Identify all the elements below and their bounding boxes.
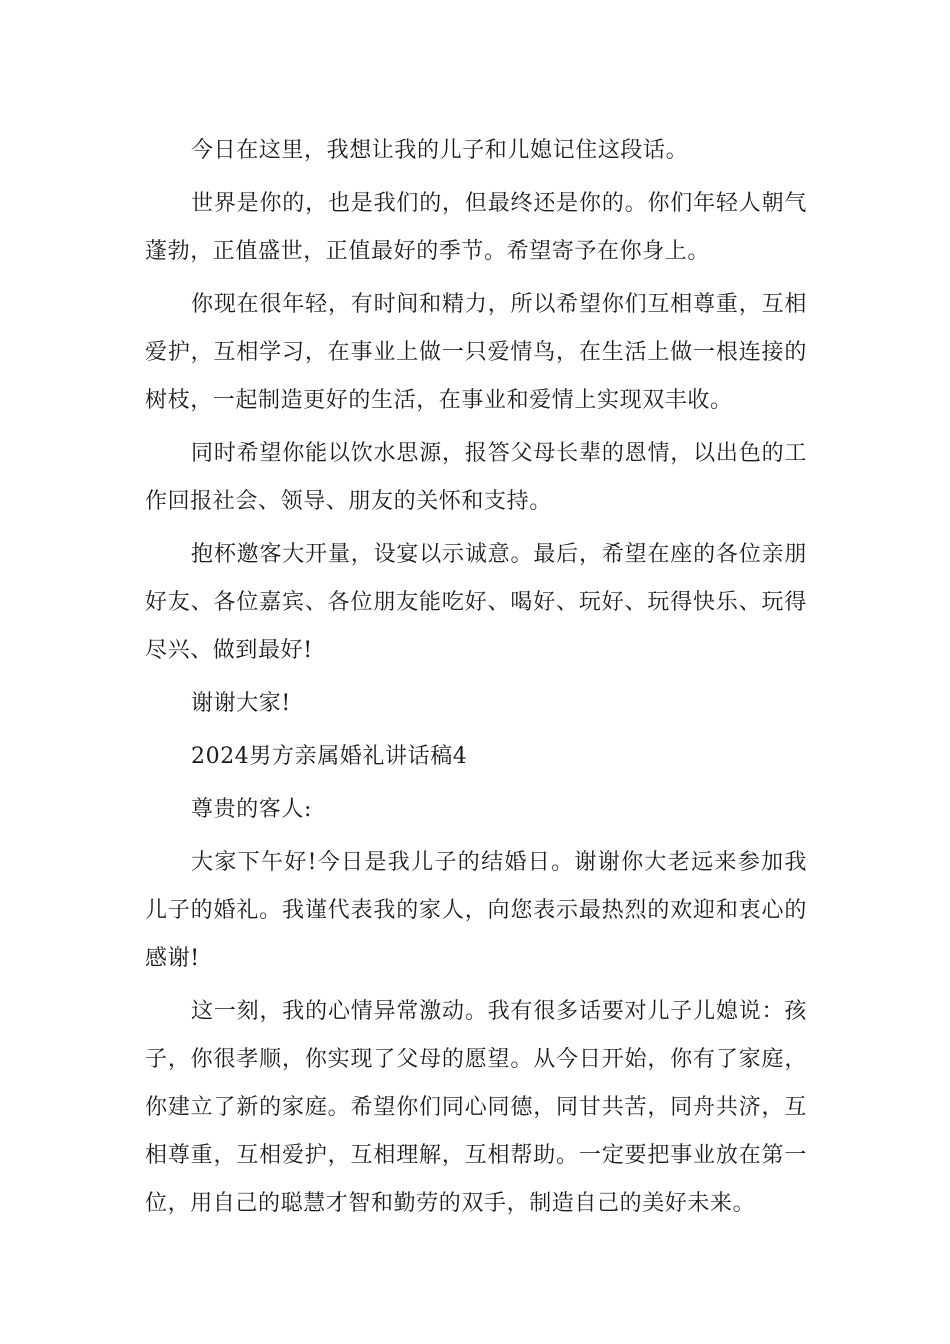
paragraph-2: 世界是你的，也是我们的，但最终还是你的。你们年轻人朝气蓬勃，正值盛世，正值最好的季节。希望寄予在你身上。: [145, 191, 807, 264]
paragraph-3: 你现在很年轻，有时间和精力，所以希望你们互相尊重，互相爱护，互相学习，在事业上做一只爱情鸟，在生活上做一根连接的树枝，一起制造更好的生活，在事业和爱情上实现双丰收。: [145, 292, 807, 413]
paragraph-1: 今日在这里，我想让我的儿子和儿媳记住这段话。: [191, 138, 689, 163]
paragraph-thanks: 谢谢大家!: [191, 691, 291, 716]
paragraph-4: 同时希望你能以饮水思源，报答父母长辈的恩情，以出色的工作回报社会、领导、朋友的关怀和支持。: [145, 441, 807, 514]
section-title: 2024男方亲属婚礼讲话稿4: [191, 744, 468, 769]
document-body: [145, 127, 807, 1233]
paragraph-7: 这一刻，我的心情异常激动。我有很多话要对儿子儿媳说：孩子，你很孝顺，你实现了父母的愿望。从今日开始，你有了家庭，你建立了新的家庭。希望你们同心同德，同甘共苦，同舟共济，互相尊重，互相爱护，互相理解，互相帮助。一定要把事业放在第一位，用自己的聪慧才智和勤劳的双手，制造自己的美好未来。: [145, 999, 807, 1216]
paragraph-5: 抱杯邀客大开量，设宴以示诚意。最后，希望在座的各位亲朋好友、各位嘉宾、各位朋友能吃好、喝好、玩好、玩得快乐、玩得尽兴、做到最好!: [145, 542, 807, 663]
paragraph-6: 大家下午好!今日是我儿子的结婚日。谢谢你大老远来参加我儿子的婚礼。我谨代表我的家人，向您表示最热烈的欢迎和衷心的感谢!: [145, 850, 807, 971]
salutation: 尊贵的客人:: [191, 797, 313, 822]
